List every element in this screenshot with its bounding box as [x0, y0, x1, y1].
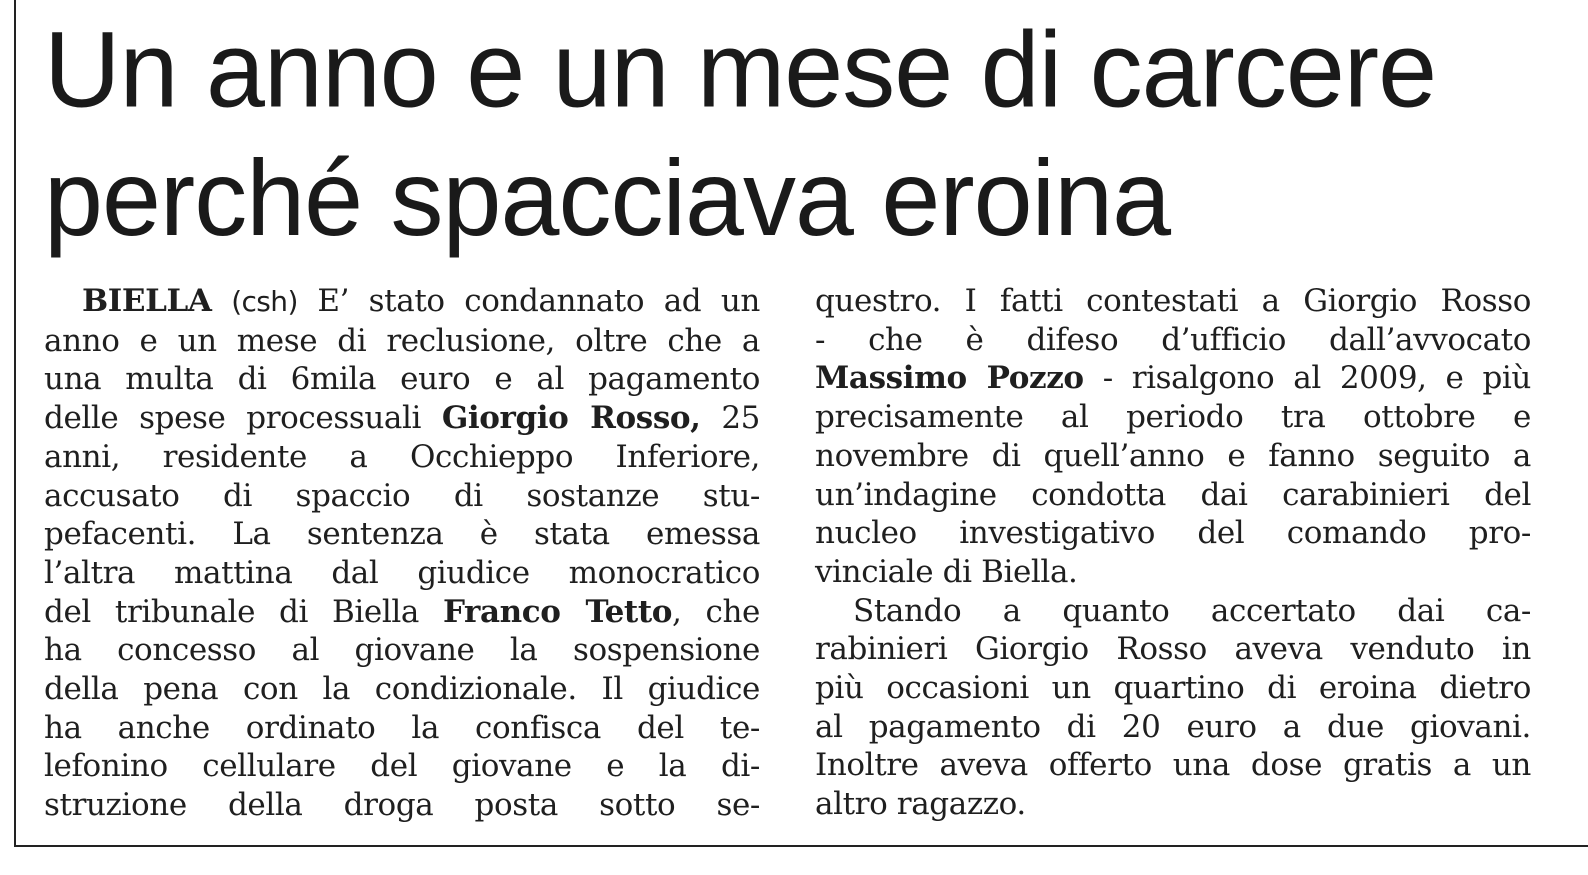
body-line: l’altra mattina dal giudice monocratico [44, 554, 760, 591]
body-line: ha concesso al giovane la sospensione [44, 632, 760, 669]
body-text: - risalgono al 2009, e più [1083, 360, 1531, 397]
body-line: accusato di spaccio di sostanze stu- [44, 477, 760, 514]
dateline: BIELLA [82, 283, 212, 319]
body-line: Inoltre aveva offerto una dose gratis a un [815, 747, 1531, 784]
byline: (csh) [231, 285, 298, 318]
article-body-right-column [815, 282, 1531, 824]
body-line: anni, residente a Occhieppo Inferiore, [44, 438, 760, 475]
body-line: vinciale di Biella. [815, 553, 1078, 590]
body-line: della pena con la condizionale. Il giudice [44, 671, 760, 708]
body-text: , che [672, 593, 760, 630]
body-line: al pagamento di 20 euro a due giovani. [815, 708, 1531, 745]
body-line [44, 593, 760, 632]
body-line: precisamente al periodo tra ottobre e [815, 399, 1531, 436]
body-line: Stando a quanto accertato dai ca- [853, 592, 1531, 629]
person-name: Franco Tetto [442, 593, 673, 630]
body-line: struzione della droga posta sotto se- [44, 787, 760, 824]
body-line: pefacenti. La sentenza è stata emessa [44, 516, 760, 553]
body-line: rabinieri Giorgio Rosso aveva venduto in [815, 631, 1531, 668]
person-name: Giorgio Rosso, [441, 400, 701, 437]
body-line [44, 282, 760, 322]
body-line: nucleo investigativo del comando pro- [815, 515, 1531, 552]
body-line: un’indagine condotta dai carabinieri del [815, 476, 1531, 513]
article-body-left-column [44, 282, 760, 825]
body-line: - che è difeso d’ufficio dall’avvocato [815, 321, 1531, 358]
article-headline [44, 5, 1544, 262]
body-line: novembre di quell’anno e fanno seguito a [815, 437, 1531, 474]
headline-line-2: perché spacciava eroina [44, 138, 1171, 259]
body-text: delle spese processuali [44, 400, 442, 437]
body-text: 25 [700, 400, 760, 437]
body-line [815, 359, 1531, 398]
person-name: Massimo Pozzo [815, 360, 1084, 397]
body-text: E’ stato condannato ad un [317, 283, 760, 319]
body-line: altro ragazzo. [815, 786, 1026, 823]
body-line: ha anche ordinato la confisca del te- [44, 709, 760, 746]
body-line: più occasioni un quartino di eroina dietro [815, 670, 1531, 707]
body-line: anno e un mese di reclusione, oltre che a [44, 322, 760, 359]
body-text: del tribunale di Biella [44, 593, 443, 630]
body-line: lefonino cellulare del giovane e la di- [44, 748, 760, 785]
headline-line-1: Un anno e un mese di carcere [44, 9, 1437, 130]
body-line: una multa di 6mila euro e al pagamento [44, 361, 760, 398]
body-line [44, 399, 760, 438]
body-line: questro. I fatti contestati a Giorgio Rosso [815, 283, 1531, 319]
